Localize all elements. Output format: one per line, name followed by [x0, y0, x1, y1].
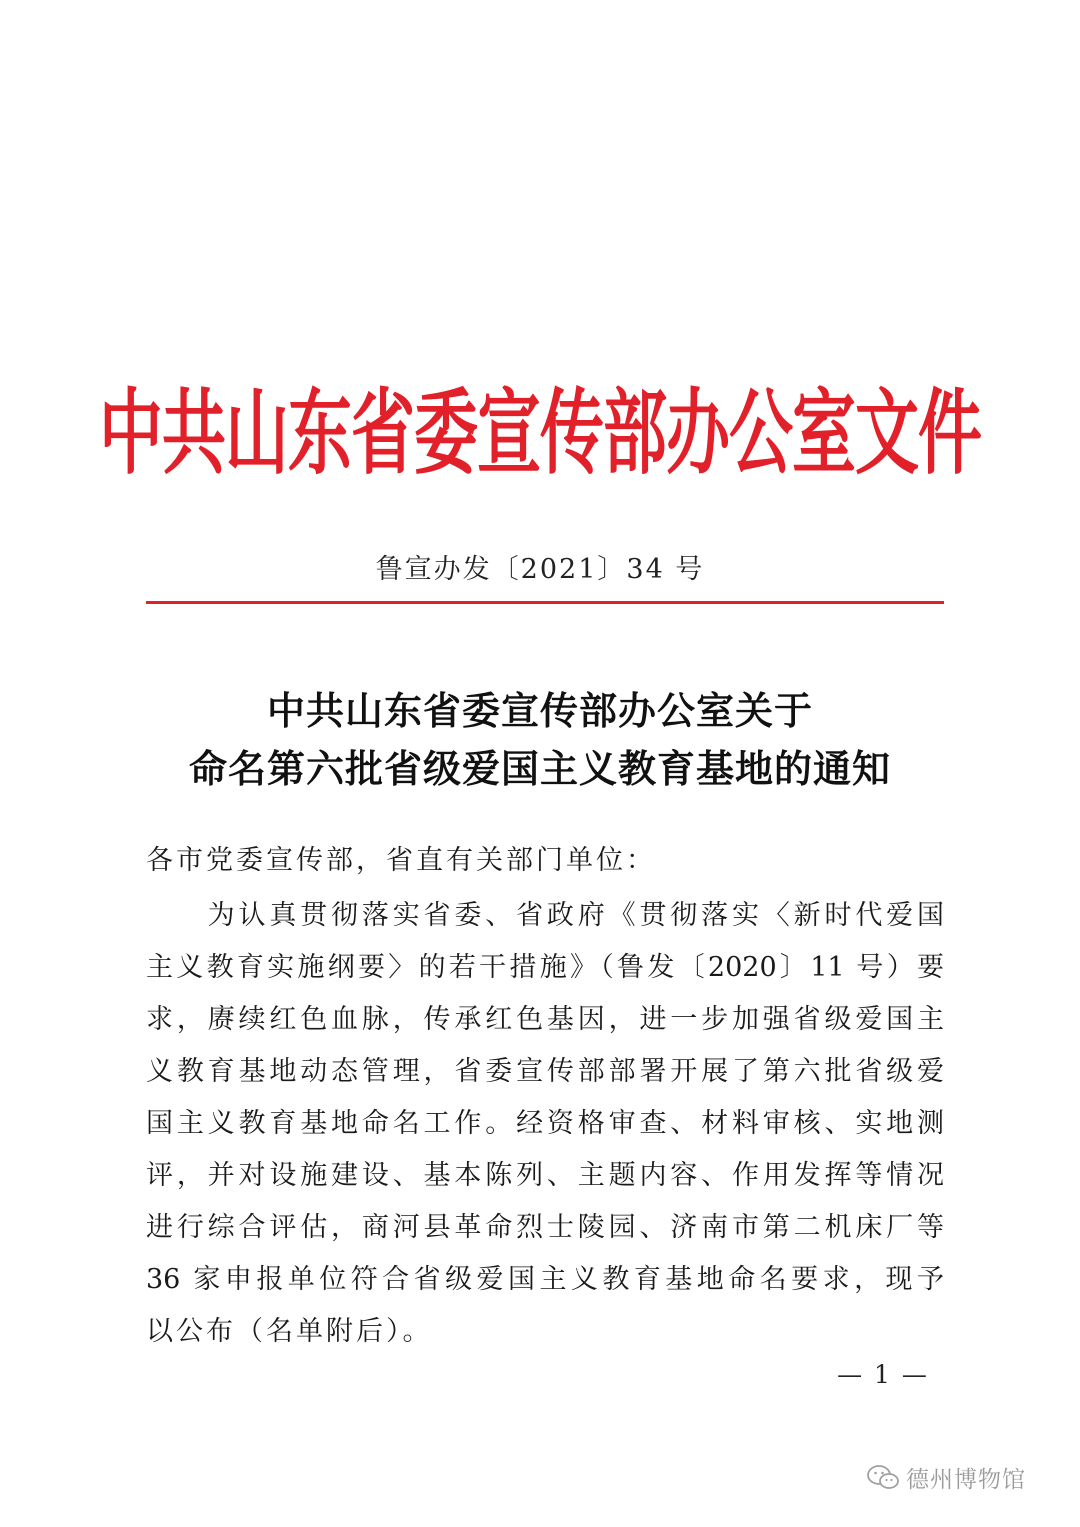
document-number: 鲁宣办发〔2021〕34 号 — [375, 554, 705, 585]
body-line: 进行综合评估，商河县革命烈士陵园、济南市第二机床厂等 — [146, 1212, 944, 1243]
document-title-line-1: 中共山东省委宣传部办公室关于 — [266, 688, 813, 733]
body-line: 评，并对设施建设、基本陈列、主题内容、作用发挥等情况 — [146, 1160, 944, 1191]
body-line: 国主义教育基地命名工作。经资格审查、材料审核、实地测 — [146, 1108, 944, 1139]
body-line: 为认真贯彻落实省委、省政府《贯彻落实〈新时代爱国 — [146, 900, 944, 931]
wechat-icon — [866, 1464, 900, 1490]
document-issuer-header: 中共山东省委宣传部办公室文件 — [99, 381, 981, 489]
body-line: 主义教育实施纲要〉的若干措施》（鲁发〔2020〕11 号）要 — [146, 952, 944, 983]
source-watermark — [866, 1462, 1026, 1492]
document-title-line-2: 命名第六批省级爱国主义教育基地的通知 — [188, 746, 891, 791]
watermark-account-name: 德州博物馆 — [906, 1466, 1026, 1493]
red-divider-line — [146, 601, 944, 604]
body-line: 以公布（名单附后）。 — [146, 1316, 433, 1347]
page-number: — 1 — — [837, 1360, 929, 1389]
body-line: 36 家申报单位符合省级爱国主义教育基地命名要求，现予 — [146, 1264, 944, 1295]
salutation: 各市党委宣传部，省直有关部门单位： — [146, 845, 656, 876]
body-line: 义教育基地动态管理，省委宣传部部署开展了第六批省级爱 — [146, 1056, 944, 1087]
body-line: 求，赓续红色血脉，传承红色基因，进一步加强省级爱国主 — [146, 1004, 944, 1035]
